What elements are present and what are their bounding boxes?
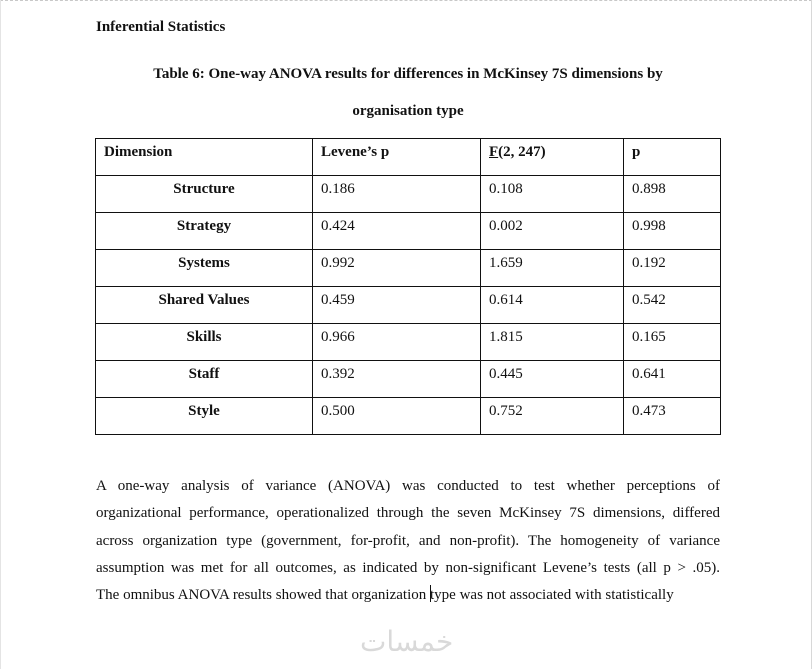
section-heading: Inferential Statistics [96, 19, 226, 35]
cell-p-value: 0.641 [624, 361, 721, 398]
paragraph-line-tail: type was not associated with statistically [430, 587, 674, 604]
header-p: p [624, 139, 721, 176]
cell-levene-p: 0.459 [313, 287, 481, 324]
paragraph-line: A one-way analysis of variance (ANOVA) was conducted to test whether perceptions of [96, 478, 720, 494]
cell-dimension: Staff [96, 361, 313, 398]
table-row [96, 287, 721, 324]
table-caption-line-1: Table 6: One-way ANOVA results for differences in McKinsey 7S dimensions by [153, 66, 663, 82]
cell-p-value: 0.473 [624, 398, 721, 435]
watermark-logo: خمسات [360, 625, 454, 658]
table-row [96, 213, 721, 250]
table-header-row [96, 139, 721, 176]
header-f-statistic [481, 139, 624, 176]
table-row [96, 361, 721, 398]
paragraph-line[interactable] [96, 582, 720, 609]
f-symbol: F [489, 144, 499, 160]
paragraph-line: assumption was met for all outcomes, as indicated by non-significant Levene’s tests (all p > .05). [96, 559, 720, 576]
cell-p-value: 0.165 [624, 324, 721, 361]
cell-dimension: Structure [96, 176, 313, 213]
cell-f-value: 1.659 [481, 250, 624, 287]
cell-levene-p: 0.966 [313, 324, 481, 361]
paragraph-line: organizational performance, operationalized through the seven McKinsey 7S dimensions, differed [96, 505, 720, 522]
f-df: (2, 247) [498, 144, 546, 160]
cell-dimension: Shared Values [96, 287, 313, 324]
cell-f-value: 0.752 [481, 398, 624, 435]
results-paragraph [96, 473, 720, 609]
cell-levene-p: 0.186 [313, 176, 481, 213]
cell-f-value: 0.614 [481, 287, 624, 324]
cell-p-value: 0.542 [624, 287, 721, 324]
cell-f-value: 1.815 [481, 324, 624, 361]
cell-levene-p: 0.500 [313, 398, 481, 435]
cell-levene-p: 0.992 [313, 250, 481, 287]
anova-table [95, 138, 721, 435]
table-row [96, 250, 721, 287]
header-levene-p: Levene’s p [313, 139, 481, 176]
header-dimension: Dimension [96, 139, 313, 176]
page-top-border [0, 0, 812, 1]
cell-levene-p: 0.424 [313, 213, 481, 250]
paragraph-line: across organization type (government, for-profit, and non-profit). The homogeneity of variance [96, 532, 720, 549]
table-row [96, 324, 721, 361]
cell-p-value: 0.192 [624, 250, 721, 287]
cell-p-value: 0.898 [624, 176, 721, 213]
table-row [96, 398, 721, 435]
cell-f-value: 0.002 [481, 213, 624, 250]
cell-dimension: Systems [96, 250, 313, 287]
cell-dimension: Strategy [96, 213, 313, 250]
table-caption-line-2: organisation type [352, 103, 464, 119]
cell-dimension: Skills [96, 324, 313, 361]
cell-p-value: 0.998 [624, 213, 721, 250]
paragraph-line-head: The omnibus ANOVA results showed that organization [96, 587, 430, 604]
table-row [96, 176, 721, 213]
page-left-border [0, 0, 1, 669]
cell-f-value: 0.445 [481, 361, 624, 398]
cell-f-value: 0.108 [481, 176, 624, 213]
cell-dimension: Style [96, 398, 313, 435]
cell-levene-p: 0.392 [313, 361, 481, 398]
